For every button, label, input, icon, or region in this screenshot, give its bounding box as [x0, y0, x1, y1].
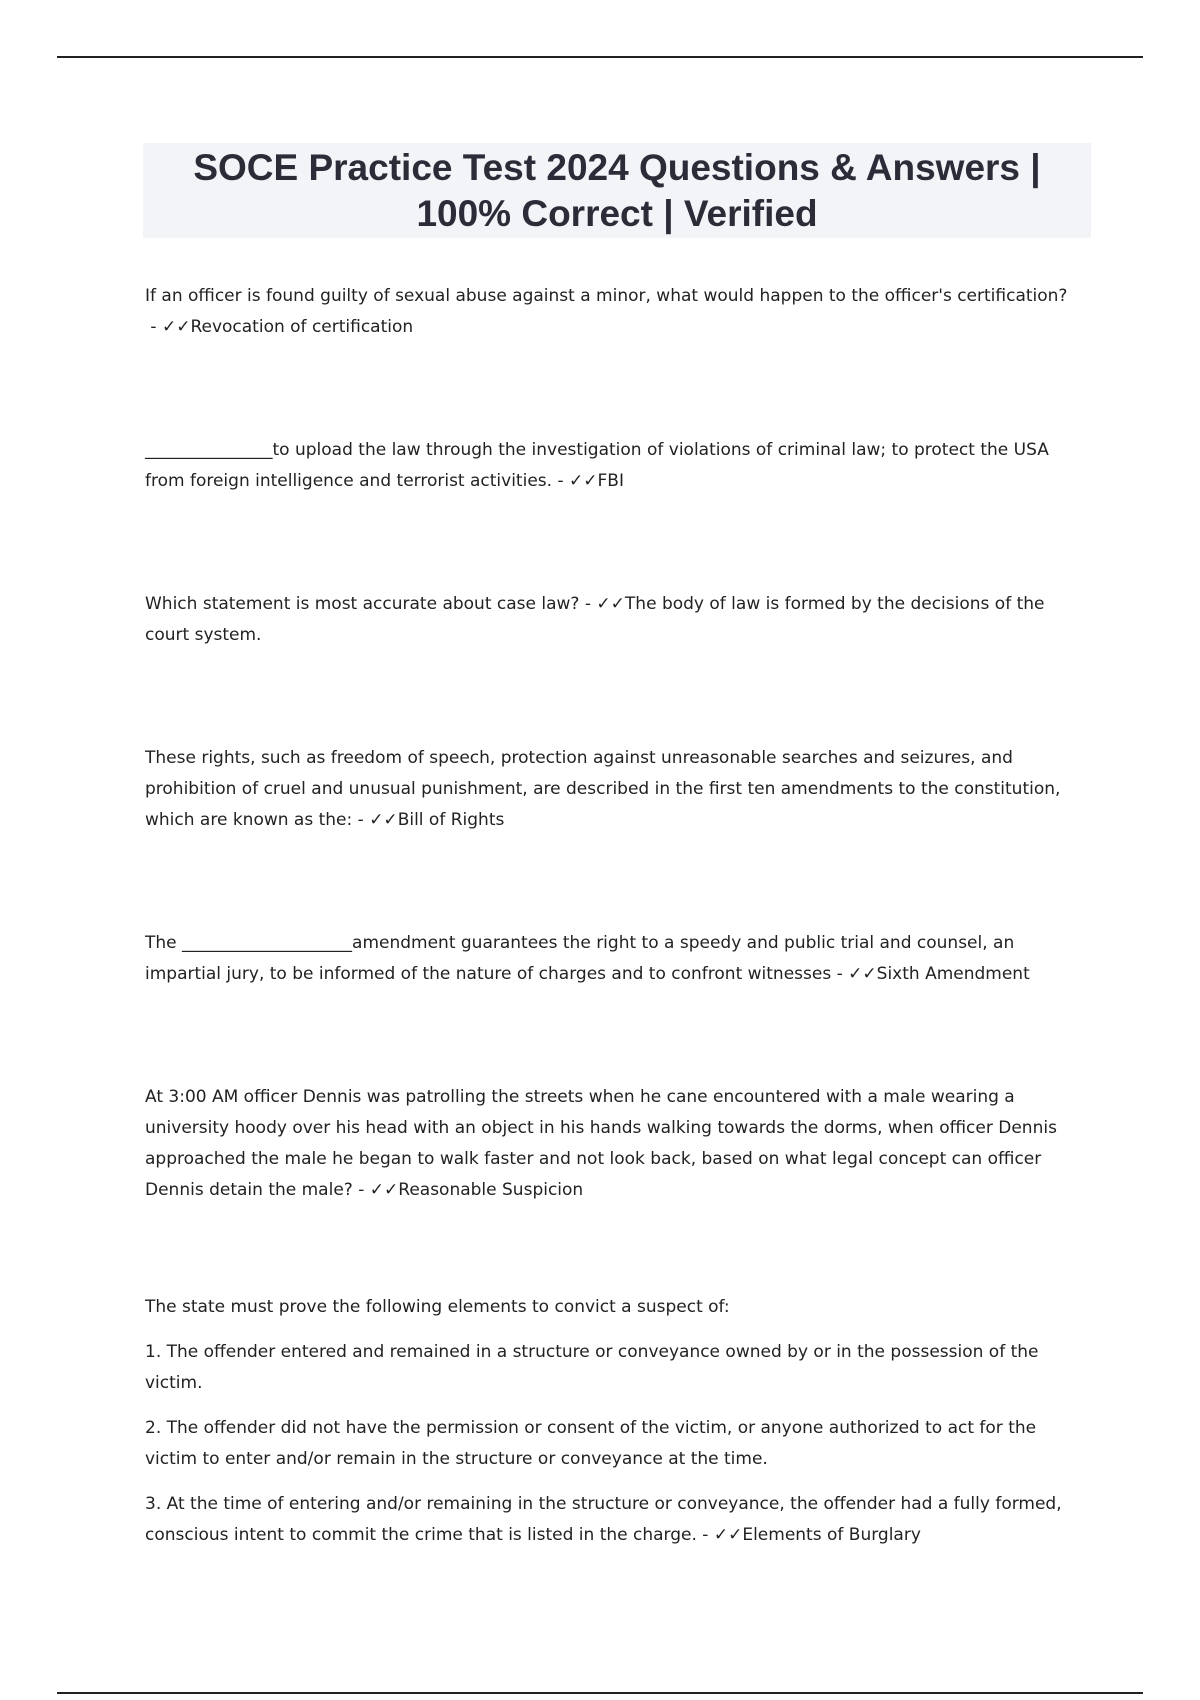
answer-text: Revocation of certification [190, 317, 414, 337]
qa-item [145, 743, 1090, 836]
footer-rule [57, 1692, 1143, 1694]
check-icon: ✓✓ [161, 317, 191, 337]
answer-text: Sixth Amendment [876, 964, 1030, 984]
qa-item [145, 928, 1090, 990]
answer-text: Bill of Rights [397, 810, 505, 830]
burglary-element: 2. The offender did not have the permission or consent of the victim, or anyone authorized to act for the victim to enter and/or remain in the structure or conveyance at the time. [145, 1418, 1037, 1469]
question-text: 3. At the time of entering and/or remaining in the structure or conveyance, the offender had a fully formed, conscious intent to commit the crime that is listed in the charge. [145, 1494, 1062, 1545]
answer-separator: - [696, 1525, 714, 1545]
title-banner [143, 143, 1091, 238]
qa-list [145, 281, 1090, 1551]
check-icon: ✓✓ [596, 594, 625, 614]
answer-separator: - [552, 471, 569, 491]
answer-text: FBI [597, 471, 624, 491]
qa-item-burglary [145, 1292, 1090, 1551]
answer-text: The body of law is formed by the decisions of the court system. [145, 594, 1045, 645]
qa-item [145, 435, 1090, 497]
answer-text: Reasonable Suspicion [398, 1180, 584, 1200]
burglary-element-final [145, 1489, 1090, 1551]
burglary-element: 1. The offender entered and remained in a structure or conveyance owned by or in the possession of the victim. [145, 1342, 1039, 1393]
answer-separator: - [831, 964, 849, 984]
qa-item [145, 589, 1090, 651]
answer-separator: - [352, 1180, 370, 1200]
check-icon: ✓✓ [848, 964, 877, 984]
question-text: At 3:00 AM officer Dennis was patrolling the streets when he cane encountered with a male wearing a university hoody over his head with an object in his hands walking towards the dorms, when officer Dennis approached the male he began to walk faster and not look back, based on what legal concept can officer Dennis detain the male? [145, 1087, 1057, 1200]
burglary-intro: The state must prove the following elements to convict a suspect of: [145, 1297, 730, 1317]
header-rule [57, 56, 1143, 58]
question-text: If an officer is found guilty of sexual abuse against a minor, what would happen to the officer's certification? [145, 286, 1068, 306]
question-text: These rights, such as freedom of speech, protection against unreasonable searches and seizures, and prohibition of cruel and unusual punishment, are described in the first ten amendments to the constitution, which are known as the: [145, 748, 1061, 830]
answer-separator: - [579, 594, 597, 614]
check-icon: ✓✓ [569, 471, 598, 491]
question-text: The ____________________amendment guarantees the right to a speedy and public trial and counsel, an impartial jury, to be informed of the nature of charges and to confront witnesses [145, 933, 1015, 984]
document-title: SOCE Practice Test 2024 Questions & Answers | 100% Correct | Verified [193, 146, 1041, 234]
question-text: _______________to upload the law through the investigation of violations of criminal law; to protect the USA from foreign intelligence and terrorist activities. [145, 440, 1049, 491]
question-text: Which statement is most accurate about case law? [145, 594, 580, 614]
answer-separator: - [145, 317, 162, 337]
check-icon: ✓✓ [369, 1180, 399, 1200]
check-icon: ✓✓ [713, 1525, 743, 1545]
answer-separator: - [352, 810, 370, 830]
qa-item [145, 281, 1090, 343]
answer-text: Elements of Burglary [742, 1525, 921, 1545]
qa-item [145, 1082, 1090, 1206]
check-icon: ✓✓ [369, 810, 398, 830]
